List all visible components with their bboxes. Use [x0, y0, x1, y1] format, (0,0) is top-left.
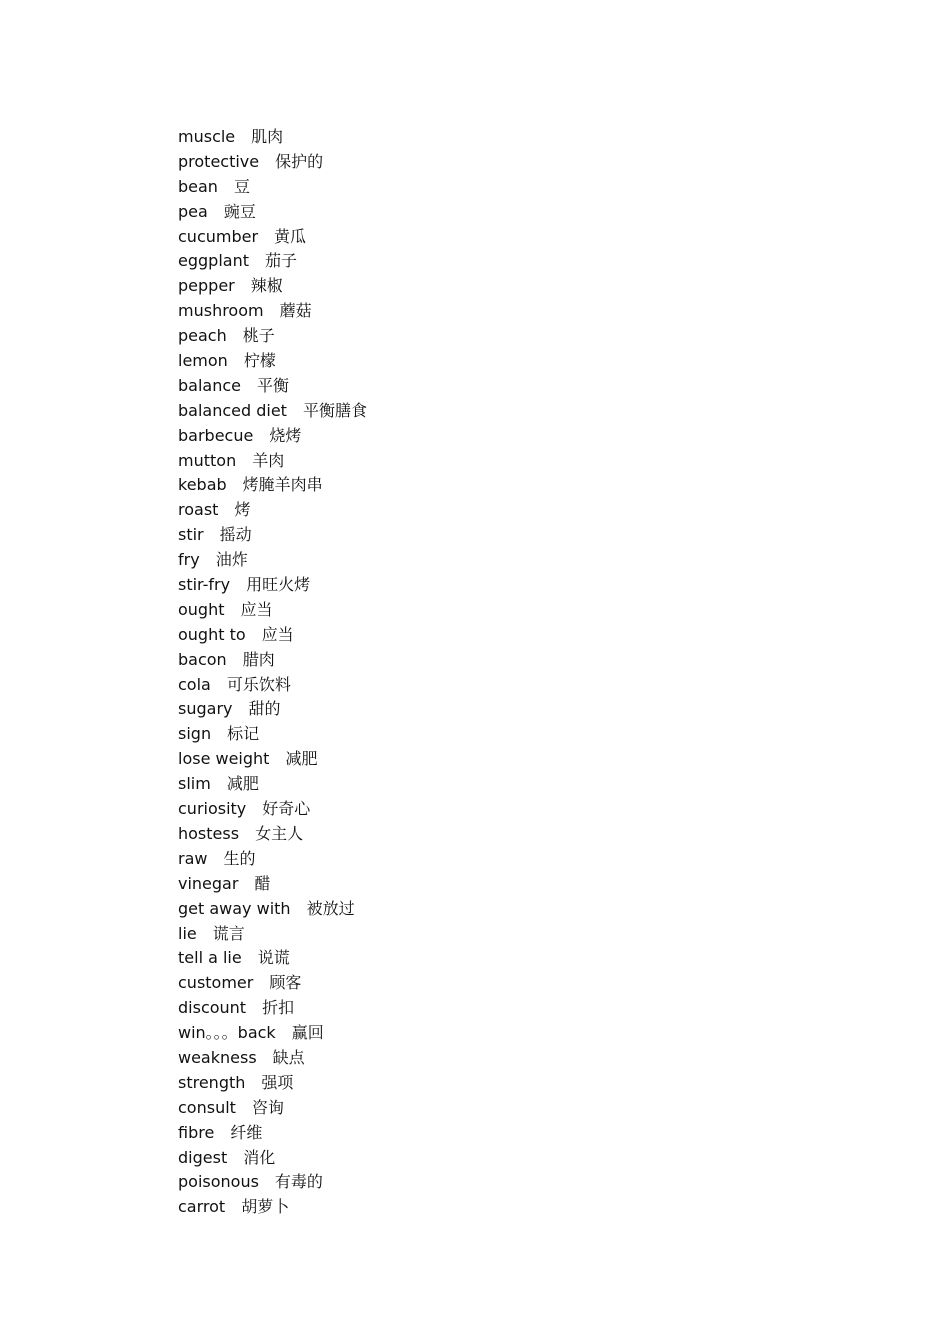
english-term: curiosity [178, 799, 247, 819]
chinese-translation: 用旺火烤 [246, 575, 311, 595]
english-term: slim [178, 774, 211, 794]
english-term: balanced diet [178, 400, 287, 420]
english-term: tell a lie [178, 948, 242, 968]
vocab-entry [178, 822, 367, 847]
chinese-translation: 折扣 [262, 998, 295, 1018]
chinese-translation: 茄子 [264, 251, 297, 271]
chinese-translation: 应当 [240, 599, 273, 619]
chinese-translation: 肌肉 [251, 127, 284, 146]
english-term: pea [178, 201, 208, 221]
chinese-translation: 平衡 [257, 375, 290, 395]
chinese-translation: 辣椒 [250, 276, 283, 296]
english-term: bean [178, 176, 218, 196]
chinese-translation: 摇动 [219, 525, 252, 545]
english-term: raw [178, 848, 208, 868]
vocab-entry [178, 523, 367, 548]
english-term: customer [178, 973, 254, 993]
chinese-translation: 标记 [227, 724, 260, 744]
chinese-translation: 女主人 [255, 823, 304, 843]
chinese-translation: 羊肉 [252, 450, 285, 470]
chinese-translation: 咨询 [251, 1097, 284, 1117]
chinese-translation: 被放过 [306, 898, 355, 918]
vocab-entry [178, 573, 367, 598]
chinese-translation: 桃子 [242, 326, 275, 346]
vocab-entry [178, 274, 367, 299]
vocab-entry [178, 673, 367, 698]
english-term: pepper [178, 276, 235, 296]
english-term: hostess [178, 823, 240, 843]
chinese-translation: 烤 [234, 500, 251, 520]
vocab-entry [178, 1021, 367, 1046]
vocab-entry [178, 946, 367, 971]
chinese-translation: 赢回 [291, 1023, 324, 1043]
english-term: sugary [178, 699, 233, 719]
english-term: poisonous [178, 1172, 259, 1192]
chinese-translation: 有毒的 [274, 1172, 323, 1192]
vocab-entry [178, 175, 367, 200]
english-term: roast [178, 500, 219, 520]
vocab-entry [178, 449, 367, 474]
vocab-entry [178, 1046, 367, 1071]
chinese-translation: 减肥 [226, 774, 259, 794]
english-term: mutton [178, 450, 237, 470]
english-term: lemon [178, 351, 228, 371]
english-term: cucumber [178, 226, 259, 246]
vocab-entry [178, 1170, 367, 1195]
english-term: carrot [178, 1197, 226, 1217]
chinese-translation: 平衡膳食 [302, 400, 367, 420]
english-term: weakness [178, 1047, 257, 1067]
vocab-entry [178, 498, 367, 523]
vocab-entry [178, 772, 367, 797]
vocab-entry [178, 324, 367, 349]
chinese-translation: 生的 [223, 848, 256, 868]
chinese-translation: 柠檬 [243, 351, 276, 371]
chinese-translation: 黄瓜 [274, 226, 307, 246]
vocab-entry [178, 150, 367, 175]
english-term: ought to [178, 624, 246, 644]
vocab-entry [178, 623, 367, 648]
vocab-entry [178, 722, 367, 747]
english-term: barbecue [178, 425, 254, 445]
english-term: lie [178, 923, 197, 943]
chinese-translation: 缺点 [272, 1047, 305, 1067]
english-term: get away with [178, 898, 291, 918]
english-term: lose weight [178, 749, 270, 769]
english-term: fry [178, 550, 200, 570]
vocab-entry [178, 1096, 367, 1121]
vocab-entry [178, 797, 367, 822]
vocab-entry [178, 548, 367, 573]
chinese-translation: 胡萝卜 [241, 1197, 290, 1217]
vocab-entry [178, 200, 367, 225]
vocab-entry [178, 922, 367, 947]
english-term: muscle [178, 127, 236, 146]
english-term: sign [178, 724, 212, 744]
vocab-entry [178, 125, 367, 150]
vocab-entry [178, 996, 367, 1021]
chinese-translation: 谎言 [212, 923, 245, 943]
vocab-entry [178, 897, 367, 922]
chinese-translation: 消化 [243, 1147, 276, 1167]
chinese-translation: 醋 [254, 873, 271, 893]
english-term: cola [178, 674, 211, 694]
vocab-entry [178, 648, 367, 673]
vocab-entry [178, 225, 367, 250]
chinese-translation: 腊肉 [242, 649, 275, 669]
chinese-translation: 可乐饮料 [226, 674, 291, 694]
english-term: kebab [178, 475, 227, 495]
vocab-entry [178, 872, 367, 897]
english-term: win。。。back [178, 1023, 276, 1043]
chinese-translation: 好奇心 [262, 799, 311, 819]
english-term: mushroom [178, 301, 264, 321]
english-term: strength [178, 1072, 246, 1092]
vocab-entry [178, 424, 367, 449]
chinese-translation: 烤腌羊肉串 [242, 475, 323, 495]
english-term: ought [178, 599, 225, 619]
vocab-entry [178, 697, 367, 722]
english-term: bacon [178, 649, 227, 669]
vocab-entry [178, 747, 367, 772]
english-term: fibre [178, 1122, 215, 1142]
chinese-translation: 豆 [233, 176, 250, 196]
chinese-translation: 油炸 [215, 550, 248, 570]
vocabulary-list [178, 125, 367, 1220]
vocab-entry [178, 1121, 367, 1146]
english-term: vinegar [178, 873, 239, 893]
english-term: protective [178, 151, 260, 171]
vocab-entry [178, 299, 367, 324]
english-term: consult [178, 1097, 236, 1117]
vocab-entry [178, 473, 367, 498]
vocab-entry [178, 598, 367, 623]
english-term: stir [178, 525, 204, 545]
chinese-translation: 强项 [261, 1072, 294, 1092]
vocab-entry [178, 971, 367, 996]
chinese-translation: 蘑菇 [279, 301, 312, 321]
english-term: balance [178, 375, 241, 395]
chinese-translation: 说谎 [257, 948, 290, 968]
english-term: eggplant [178, 251, 249, 271]
vocab-entry [178, 374, 367, 399]
chinese-translation: 减肥 [285, 749, 318, 769]
vocab-entry [178, 1195, 367, 1220]
chinese-translation: 豌豆 [223, 201, 256, 221]
vocab-entry [178, 847, 367, 872]
chinese-translation: 保护的 [275, 151, 324, 171]
english-term: discount [178, 998, 247, 1018]
chinese-translation: 烧烤 [269, 425, 302, 445]
vocab-entry [178, 399, 367, 424]
chinese-translation: 纤维 [230, 1122, 263, 1142]
chinese-translation: 顾客 [269, 973, 302, 993]
vocab-entry [178, 1071, 367, 1096]
vocab-entry [178, 249, 367, 274]
vocab-entry [178, 349, 367, 374]
vocab-entry [178, 1146, 367, 1171]
chinese-translation: 甜的 [248, 699, 281, 719]
chinese-translation: 应当 [261, 624, 294, 644]
english-term: stir-fry [178, 575, 231, 595]
english-term: peach [178, 326, 227, 346]
english-term: digest [178, 1147, 228, 1167]
